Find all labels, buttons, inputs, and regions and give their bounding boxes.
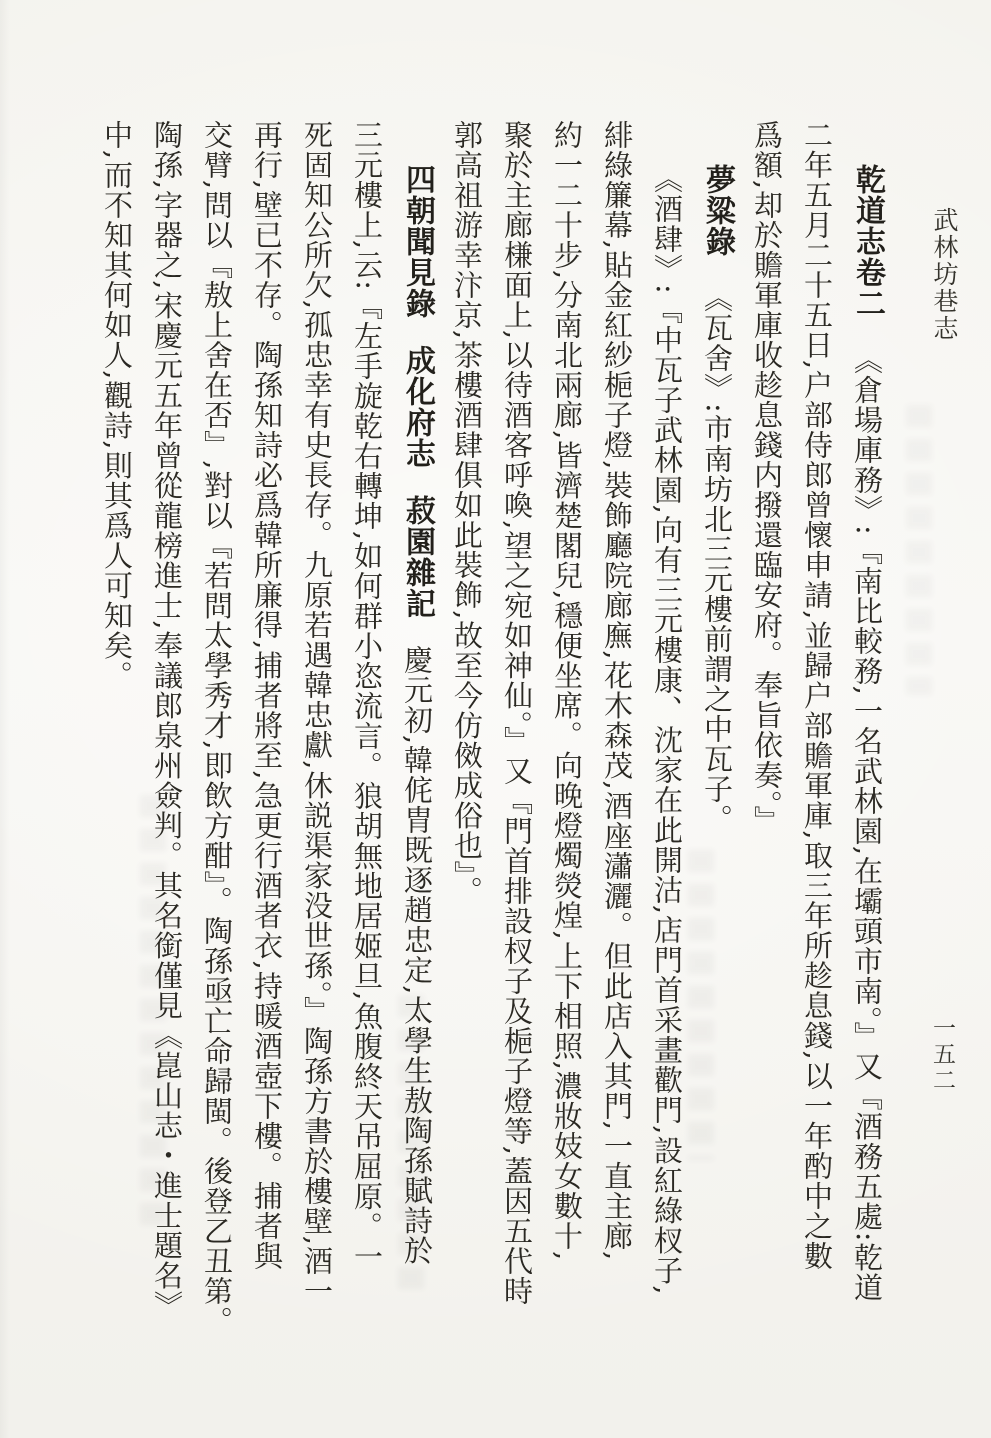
body-text: 緋綠簾幕,貼金紅紗梔子燈,裝飾廳院廊廡,花木森茂,酒座瀟灑。但此店入其門,一直主廊, bbox=[600, 120, 634, 1262]
text-column-16 bbox=[92, 120, 142, 1420]
body-text: 再行,壁已不存。陶孫知詩必爲韓所廉得,捕者將至,急更行酒者衣,持暖酒壺下樓。捕者與 bbox=[250, 120, 284, 1271]
body-text: 爲額,却於贍軍庫收趁息錢内撥還臨安府。奉旨依奏。』 bbox=[750, 120, 784, 836]
text-column-11 bbox=[342, 120, 392, 1420]
body-text: 郭高祖游幸汴京,茶樓酒肆俱如此裝飾,故至今仿傚成俗也』。 bbox=[450, 120, 484, 906]
body-text: 約一二十步,分南北兩廊,皆濟楚閣兒,穩便坐席。向晚燈燭熒煌,上下相照,濃妝妓女數十, bbox=[550, 120, 584, 1262]
text-column-10 bbox=[392, 120, 442, 1420]
text-column-15 bbox=[142, 120, 192, 1420]
section-heading: 四朝聞見錄 bbox=[400, 164, 435, 319]
body-text: 《酒肆》:『中瓦子武林園,向有三元樓康、沈家在此開沽,店門首采畫歡門,設紅綠杈子, bbox=[650, 164, 684, 1296]
bleed-through-artifact bbox=[906, 405, 932, 695]
section-heading: 菽園雜記 bbox=[400, 495, 435, 619]
page-number: 一五二 bbox=[929, 1016, 955, 1094]
body-text: 三元樓上,云:『左手旋乾右轉坤,如何群小恣流言。狼胡無地居姬旦,魚腹終天吊屈原。一 bbox=[350, 120, 384, 1272]
text-column-8 bbox=[492, 120, 542, 1420]
section-heading: 夢粱錄 bbox=[700, 164, 735, 257]
text-column-14 bbox=[192, 120, 242, 1420]
section-heading: 乾道志卷二 bbox=[850, 164, 885, 319]
text-column-4 bbox=[692, 120, 742, 1420]
body-text: 《瓦舍》:市南坊北三元樓前謂之中瓦子。 bbox=[700, 283, 734, 834]
text-column-6 bbox=[592, 120, 642, 1420]
text-column-7 bbox=[542, 120, 592, 1420]
running-head-title: 武林坊巷志 bbox=[930, 207, 959, 342]
section-heading: 成化府志 bbox=[400, 345, 435, 469]
text-column-12 bbox=[292, 120, 342, 1420]
body-text: 聚於主廊槏面上,以待酒客呼喚,望之宛如神仙。』又『門首排設杈子及梔子燈等,蓋因五代時 bbox=[500, 120, 534, 1307]
body-text: 中,而不知其何如人,觀詩,則其爲人可知矣。 bbox=[100, 120, 134, 691]
body-text: 陶孫,字器之,宋慶元五年曾從龍榜進士,奉議郎泉州僉判。其名銜僅見《崑山志・進士題名》 bbox=[150, 120, 184, 1321]
body-text: 交臂,問以『敖上舍在否』,對以『若問太學秀才,即飲方酣』。陶孫亟亡命歸閩。後登乙丑第。 bbox=[200, 120, 234, 1337]
text-column-3 bbox=[742, 120, 792, 1420]
text-column-2 bbox=[792, 120, 842, 1420]
text-column-5 bbox=[642, 120, 692, 1420]
body-text: 慶元初,韓侂胄既逐趙忠定,太學生敖陶孫賦詩於 bbox=[400, 645, 434, 1266]
text-column-9 bbox=[442, 120, 492, 1420]
body-text: 《倉場庫務》:『南比較務,一名武林園,在壩頭市南。』又『酒務五處:乾道 bbox=[850, 345, 884, 1303]
text-column-13 bbox=[242, 120, 292, 1420]
text-column-1 bbox=[842, 120, 892, 1420]
main-text-block bbox=[92, 120, 892, 1420]
body-text: 二年五月二十五日,户部侍郎曾懷申請,並歸户部贍軍庫,取三年所趁息錢,以一年酌中之數 bbox=[800, 120, 834, 1271]
body-text: 死固知公所欠,孤忠幸有史長存。九原若遇韓忠獻,休説渠家没世孫。』陶孫方書於樓壁,酒一 bbox=[300, 120, 334, 1307]
